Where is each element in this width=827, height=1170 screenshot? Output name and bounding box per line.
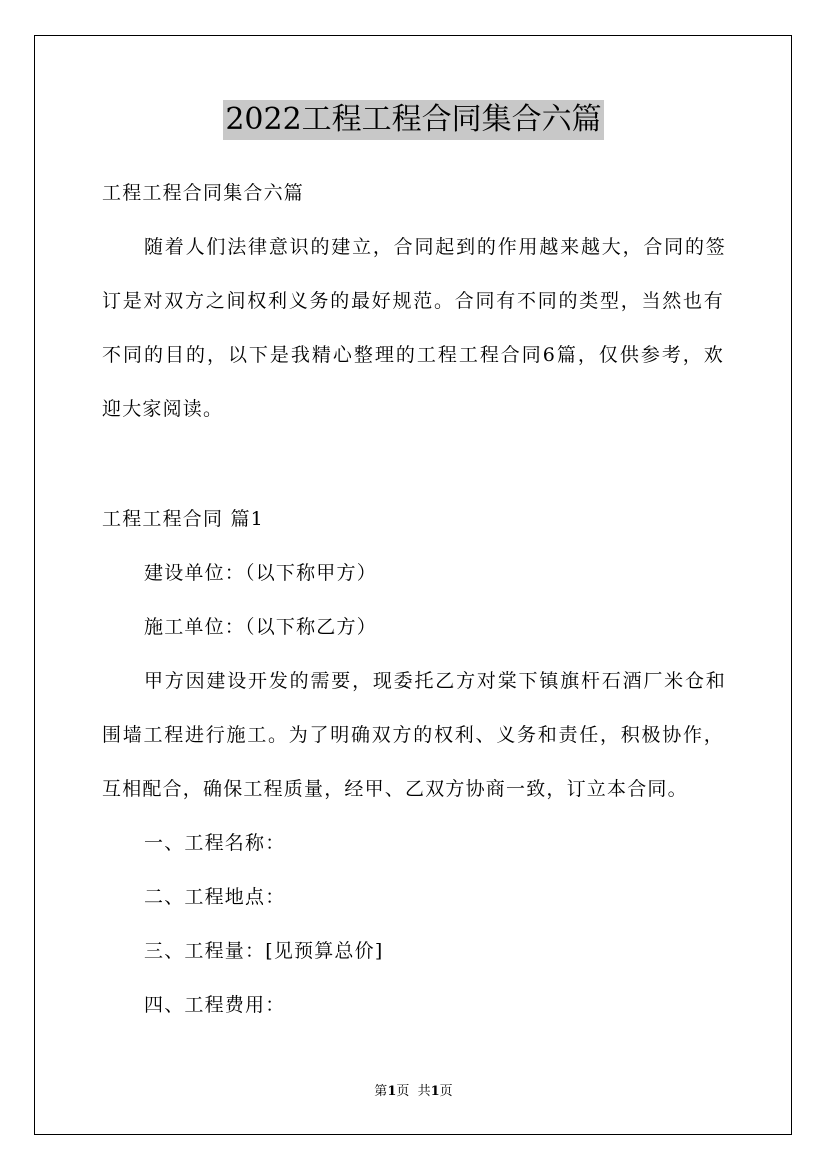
party-a-line: 建设单位：（以下称甲方）	[144, 562, 377, 584]
clause-3: 三、工程量：[见预算总价]	[144, 940, 384, 962]
intro-line-4: 迎大家阅读。	[102, 398, 224, 420]
intro-line-1: 随着人们法律意识的建立，合同起到的作用越来越大，合同的签	[144, 236, 726, 258]
body-line-2: 围墙工程进行施工。为了明确双方的权利、义务和责任，积极协作，	[102, 724, 724, 746]
document-title: 2022工程工程合同集合六篇	[223, 100, 603, 140]
intro-line-3: 不同的目的，以下是我精心整理的工程工程合同6篇，仅供参考，欢	[102, 344, 724, 366]
party-b-line: 施工单位：（以下称乙方）	[144, 616, 377, 638]
footer-label-3: 页	[439, 1084, 453, 1099]
footer-label-1: 第	[374, 1084, 388, 1099]
footer-label-2: 页 共	[396, 1084, 431, 1099]
intro-line-2: 订是对双方之间权利义务的最好规范。合同有不同的类型，当然也有	[102, 290, 724, 312]
footer-page-number: 1	[387, 1084, 397, 1099]
section-heading: 工程工程合同 篇1	[102, 508, 264, 530]
clause-2: 二、工程地点：	[144, 886, 286, 908]
clause-4: 四、工程费用：	[144, 994, 286, 1016]
clause-1: 一、工程名称：	[144, 832, 286, 854]
document-subtitle: 工程工程合同集合六篇	[102, 182, 305, 204]
body-line-3: 互相配合，确保工程质量，经甲、乙双方协商一致，订立本合同。	[102, 778, 688, 800]
footer-total-pages: 1	[430, 1084, 440, 1099]
title-container	[0, 100, 827, 140]
body-line-1: 甲方因建设开发的需要，现委托乙方对棠下镇旗杆石酒厂米仓和	[144, 670, 726, 692]
page-footer	[0, 1084, 827, 1100]
